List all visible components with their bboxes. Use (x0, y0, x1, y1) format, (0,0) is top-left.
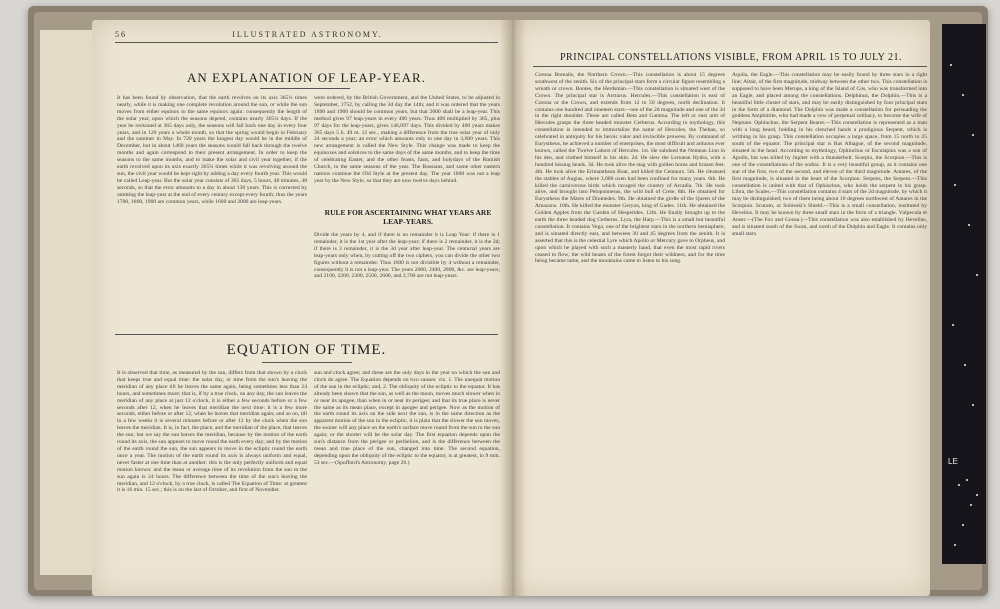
star-dot (966, 479, 968, 481)
constellations-text-2: Aquila, the Eagle.—This constellation may be easily found by three stars in a right line; Altair, of the first magnitude, midway between the other two. This constellation is supposed to have been Merops, a king of the Island of Cos, who was transformed into an Eagle, and placed among the constellations. Delphinus, the Dolphin.—This is a beautiful little cluster of stars, and may be easily distinguished by four principal stars in the form of a diamond. The Dolphin was made a constellation for persuading the goddess Amphitrite, who had made a vow of perpetual celibacy, to become the wife of Neptune. Ophiuchus, the Serpent Bearer.—This constellation is represented as a man with a long beard, holding in his clenched hands a prodigious Serpent, which is writhing in his grasp. This constellation occupies a large space, from 15 north to 25 south of the equator. The principal star is Ras Alhague, of the second magnitude, situated in the head. According to mythology, Ophiuchus or Esculapius was a son of Apollo, but was killed by Jupiter with a thunderbolt. Scorpio, the Scorpion.—This is one of the constellations of the zodiac. It is a very beautiful group, as it contains one star of the first, two of the second, and eleven of the third magnitude. Antares, of the first magnitude, is situated in the heart of the Scorpion. Serpens, the Serpent.—This constellation is united with that of Ophiuchus, who holds the serpent in his grasp. Libra, the Scales.—This constellation contains 4 stars of the 2d magnitude, by which it may be distinguished; two of them being about 10 degrees northwest of Antares in the Scorpion. Scutum, or Sobieski's Shield.—This is a small constellation, instituted by Hevelius. It may be known by three small stars in the form of a triangle. Vulpecula et Anser.—(The Fox and Goose.)—This constellation was also established by Hevelius, and is situated south of the Swan, and north of the Dolphin and Eagle. It contains only small stars. (732, 72, 927, 237)
leap-year-title: AN EXPLANATION OF LEAP-YEAR. (187, 70, 426, 85)
star-dot (962, 94, 964, 96)
rule-text: Divide the years by 4, and if there is no remainder it is Leap Year: if there is 1 remainder, it is the 1st year after the leap-year; if there is 2 remainder, it is the 2d; if there is 3 remainder, it is the 3d year after leap-year. The centurial years are leap-years only when, by cutting off the two ciphers, you can divide the other two figures without a remainder. Thus 1600 is not divisible by 4 without a remainder, consequently it is not a leap-year. The years 2000, 2400, 2800, &c. are leap-years; and 2100, 2200, 2300, 2500, 2600, and 2,700 are not leap-years. (314, 232, 500, 280)
star-dot (958, 484, 960, 486)
leap-year-column-2 (314, 95, 500, 203)
constellations-column-1 (535, 72, 725, 584)
leap-year-column-1 (117, 95, 307, 335)
constellations-heading: PRINCIPAL CONSTELLATIONS VISIBLE, FROM APRIL 15 TO JULY 21. (559, 52, 903, 63)
rule-column (314, 232, 500, 327)
equation-column-1 (117, 370, 307, 585)
star-dot (972, 134, 974, 136)
equation-text-2: sun and clock agree; and these are the only days in the year on which the sun and clock do agree. The Equation depends on two causes: viz. 1. The unequal motion of the sun in the ecliptic; and, 2. The obliquity of the ecliptic to the equator. It has already been shown that the sun, as well as the moon, moves much slower when in or near its apogee, than when in or near its perigee; and that its true place is never the same as its mean place, except in apogee and perigee. Now as the motion of the earth round its axis on the side next the sun, is in the same direction as the apparent motion of the sun in the ecliptic, it is plain that the slower the sun moves, the sooner will any place on the earth's surface move round from the sun to the sun again; or the shorter will be the solar day. The first equation depends upon the sun's distance from the perigee or perihelion, and is the difference between the mean and true place of the sun, changed into time. The second equation, depending upon the obliquity of the ecliptic to the equator, is at greatest, in 9 min. 53 sec.—(Spofford's Astronomy, page 29.) (314, 370, 500, 466)
star-dot (954, 544, 956, 546)
star-dot (972, 404, 974, 406)
equation-of-time-title: EQUATION OF TIME. (226, 342, 387, 358)
star-dot (952, 324, 954, 326)
star-dot (968, 224, 970, 226)
title-rule (262, 362, 352, 363)
star-dot (976, 274, 978, 276)
constellations-text-1: Corona Borealis, the Northern Crown.—This constellation is about 15 degrees southwest of the zenith. Six of the principal stars form a circular figure resembling a wreath or crown. Bootes, the Herdsman.—This constellation is situated west of the Crown. The principal star is Arcturus. Hercules.—This constellation is east of Corona or the Crown, and extends from 12 to 50 degrees, north declination. It contains one hundred and nineteen stars—one of the 2d magnitude and one of the 3d in the right shoulder. These are called Beta and Gamma. The left or east arm of Hercules grasps the three headed monster Cerberus. According to mythology, this constellation is intended to immortalize the name of Hercules, the Theban, so celebrated in antiquity for his heroic valor and invincible prowess. By command of Eurystheus, he achieved a number of enterprises, the most difficult and arduous ever known, called the Twelve Labors of Hercules. 1st. He subdued the Nemean Lion in his den, and clothed himself in his skin. 2d. He slew the Lernæan Hydra, with a hundred hissing heads. 3d. He took alive the stag with golden horns and brazen feet. 4th. He took alive the Erimanthean Boar, and killed the Centaurs. 5th. He cleansed the stables of Augias, where 3,000 oxen had been confined for many years. 6th. He killed the carnivorous birds which ravaged the country of Arcadia. 7th. He took alive, and brought into Peloponnesus, the wild bull of Crete. 8th. He obtained for Eurystheus the Mares of Diomedes. 9th. He obtained the girdle of the Queen of the Amazons. 10th. He killed the monster Geryon, king of Gades. 11th. He obtained the Golden Apples from the Garden of Hesperides. 12th. He finally brought up to the earth the three headed dog Cerberus. Lyra, the Harp.—This is a small but beautiful constellation. It contains Vega, one of the brightest stars in the northern hemisphere, and is situated directly east, and between 30 and 45 degrees from the zenith. It is asserted that this is the celestial Lyre which Apollo or Mercury gave to Orpheus, and upon which he played with such a masterly hand, that even the most rapid rivers ceased to flow; the wild beasts of the forest forgot their wildness, and for the time being became tame, and the mountains came to listen to his song. (535, 72, 725, 265)
rule-title: RULE FOR ASCERTAINING WHAT YEARS ARE LEAP-YEARS. (324, 208, 492, 226)
star-dot (950, 64, 952, 66)
header-rule (115, 42, 498, 43)
heading-rule (533, 66, 927, 67)
star-dot (964, 364, 966, 366)
book-spine-shadow (500, 20, 526, 596)
page-number: 56 (115, 30, 127, 39)
star-dot (970, 504, 972, 506)
section-rule (115, 334, 498, 335)
equation-column-2 (314, 370, 500, 585)
star-dot (954, 184, 956, 186)
star-dot (976, 494, 978, 496)
star-map-label-fragment: LE (948, 457, 958, 466)
leap-year-text-2: were ordered, by the British Government, and the United States, to be adjusted in September, 1752, by calling the 3d day the 14th; and it was ordered that the years 1800 and 1900 should be common years, but that 2000 shall be a leap-year. This method gives 97 leap-years in every 400 years. Thus 400 multiplied by 365, plus 97 days for the leap-years, gives 146,097 days. This divided by 400 years makes 365 days 5 h. 49 m. 12 sec., making a difference from the true solar year of only 24 seconds a year; an error which amounts only to one day in 3,600 years. This new arrangement is called the New Style. This change was made to keep the equinoxes and solstices to the same days of the same months, and to keep the time of celebrating Easter, and the other feasts, fasts, and holydays of the Romish Church, to the same seasons of the year. The Russians, and some other eastern nations continue the Old Style at the present day. The year 1800 was not a leap year by the New Style, so that they are now twelve days behind. (314, 95, 500, 184)
star-map-plate (942, 24, 986, 564)
equation-text-1: It is observed that time, as measured by the sun, differs from that shown by a clock that keeps true and equal time: the solar day, or time from the sun's leaving the meridian of any place till he leaves the same again, being sometimes less than 24 hours, and sometimes more; that is, if by a true clock, on any day, the sun leaves the meridian of any place at just 12 o'clock, it is either a few seconds before or a few seconds after 12, when he leaves that meridian the next time: it is a few more seconds, either before or after 12, when he leaves that meridian again; and so on, till in a few weeks it is several minutes before or after 12 by the clock when the sun leaves the meridian. It is, in fact, the place, and the meridian of the place, that leaves the sun; but we say the sun leaves the meridian, because by the motion of the earth round its axis, the sun appears to move round the earth every day; and by the motion of the earth round the sun, the sun appears to move in the ecliptic round the earth once a year. The motion of the earth round its axis is always uniform and equal, never faster at one time than at another: this is the only perfectly uniform and equal motion known: and the mean or average time of its revolution from the sun to the sun again is 24 hours. The difference between the time of the sun's leaving the meridian, and 12 o'clock, by a true clock, is called The Equation of Time: at greatest it is 16 min. 15 sec.; this is on the last of October, and first of November. (117, 370, 307, 494)
title-rule (260, 88, 350, 89)
running-head: ILLUSTRATED ASTRONOMY. (232, 30, 383, 39)
leap-year-text-1: It has been found by observation, that the earth revolves on its axis 365¼ times nearly, while it is making one complete revolution around the sun, or while the sun moves from either equinox to the same equinox again: consequently the length of the solar year, upon which the seasons depend, contains nearly 365¼ days. If the year be reckoned at 365 days only, the seasons will fall back one day in every four years, and in 120 years a whole month, so that the spring would begin in February and the summer in May. In 720 years the longest day would be in the middle of December, but in about 1460 years the seasons would fall back through the twelve months and again correspond to their present arrangement. In order to keep the seasons to the same months, and to make the solar and civil year together, if the earth revolved upon its axis exactly 365¼ times while it was revolving around the sun, the civil year would be kept right by adding a day every fourth year. This would be called Leap-year. But the solar year consists of 365 days, 5 hours, 48 minutes, 48 seconds, so that the error amounts to a day in about 130 years. This is corrected by omitting the leap-year at the end of every century except every fourth; thus the years 1700, 1800, 1900 are common years, while 1600 and 2000 are leap-years. (117, 95, 307, 205)
constellations-column-2 (732, 72, 927, 584)
star-dot (962, 524, 964, 526)
